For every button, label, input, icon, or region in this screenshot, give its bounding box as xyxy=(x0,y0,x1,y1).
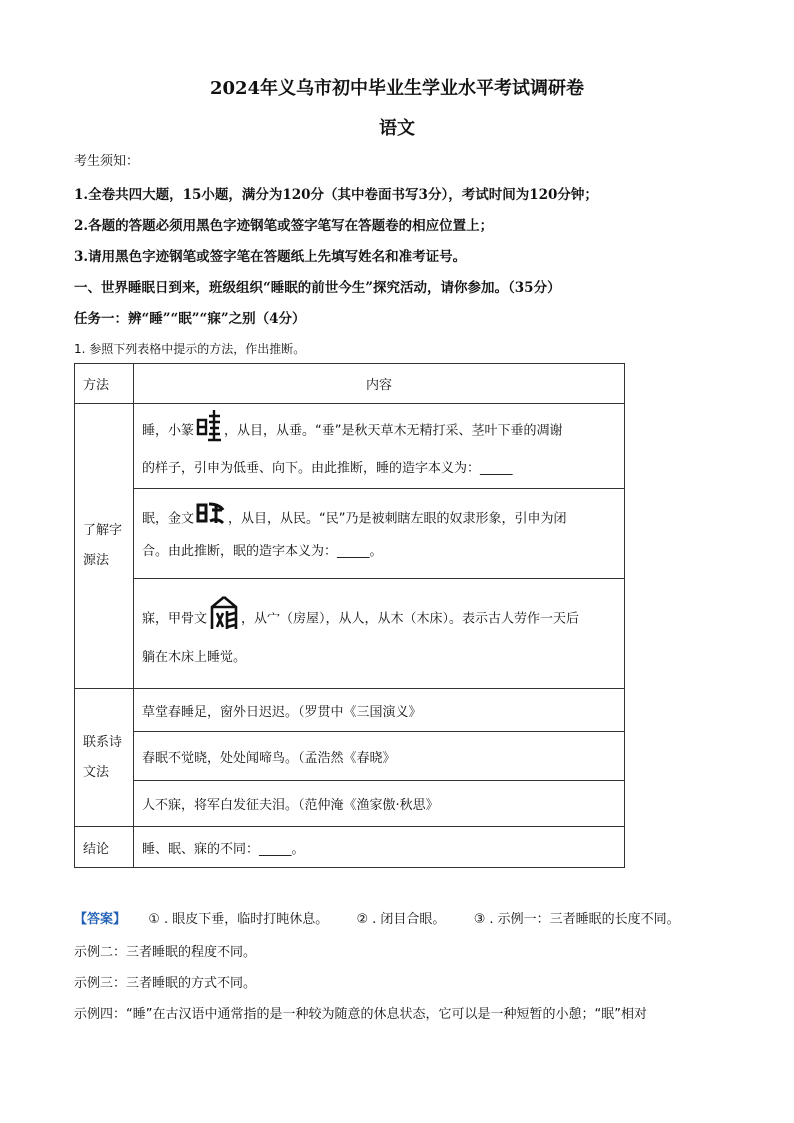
notice-item-3: 3.请用黑色字迹钢笔或签字笔在答题纸上先填写姓名和准考证号。 xyxy=(74,249,467,265)
poem-line: 人不寐，将军白发征夫泪。（范仲淹《渔家傲·秋思》 xyxy=(134,781,625,827)
task-heading: 任务一：辨“睡”“眠”“寐”之别（4分） xyxy=(74,311,306,327)
poem-line: 春眠不觉晓，处处闻啼鸟。（孟浩然《春晓》 xyxy=(134,732,625,781)
conclusion-cell: 睡、眠、寐的不同：_____。 xyxy=(134,827,625,868)
bronze-script-glyph-icon xyxy=(196,501,226,537)
answer-example-4: 示例四：“睡”在古汉语中通常指的是一种较为随意的休息状态，它可以是一种短暂的小憩；“眠”相对 xyxy=(74,1007,647,1022)
table-header-row xyxy=(75,364,625,404)
cell-shui: 睡，小篆 ，从目，从垂。“垂”是秋天草木无精打采、茎叶下垂的凋谢 的样子，引申为低垂、向下。由此推断，睡的造字本义为：_____ xyxy=(134,404,625,489)
section-heading: 一、世界睡眠日到来，班级组织“睡眠的前世今生”探究活动，请你参加。（35分） xyxy=(74,280,561,296)
answer-example-3: 示例三：三者睡眠的方式不同。 xyxy=(74,976,257,991)
table-row xyxy=(75,689,625,732)
subject-title: 语文 xyxy=(379,118,415,139)
cell-mei: 寐，甲骨文 ，从宀（房屋），从人，从木（木床）。表示古人劳作一天后 躺在木床上睡觉。 xyxy=(134,579,625,689)
group-label-conclusion: 结论 xyxy=(75,827,134,868)
table-row xyxy=(75,781,625,827)
seal-script-glyph-icon xyxy=(196,408,222,454)
header-content: 内容 xyxy=(134,364,625,404)
notice-heading: 考生须知： xyxy=(74,154,140,169)
table-row xyxy=(75,827,625,868)
table-row xyxy=(75,489,625,579)
notice-item-2: 2.各题的答题必须用黑色字迹钢笔或签字笔写在答题卷的相应位置上； xyxy=(74,218,494,234)
table-row xyxy=(75,404,625,489)
table-row xyxy=(75,732,625,781)
answer-number-1: ① xyxy=(148,912,160,927)
answer-example-2: 示例二：三者睡眠的程度不同。 xyxy=(74,945,257,960)
oracle-bone-glyph-icon xyxy=(209,595,239,643)
notice-item-1: 1.全卷共四大题，15小题，满分为120分（其中卷面书写3分），考试时间为120分钟； xyxy=(74,187,598,203)
table-row xyxy=(75,579,625,689)
question-text: 1. 参照下列表格中提示的方法，作出推断。 xyxy=(74,342,306,356)
poem-line: 草堂春睡足，窗外日迟迟。（罗贯中《三国演义》 xyxy=(134,689,625,732)
page-title: 2024年义乌市初中毕业生学业水平考试调研卷 xyxy=(209,78,585,99)
method-table xyxy=(74,363,625,868)
group-label-etymology: 了解字源法 xyxy=(75,404,134,689)
answer-number-2: ② xyxy=(356,912,369,927)
answer-tag: 【答案】 xyxy=(74,912,127,927)
header-method: 方法 xyxy=(75,364,134,404)
group-label-poetry: 联系诗文法 xyxy=(75,689,134,827)
answer-line-1: 【答案】 ① . 眼皮下垂，临时打盹休息。 ② . 闭目合眼。 ③ . 示例一：三者睡眠的长度不同。 xyxy=(74,912,680,927)
cell-mian: 眠，金文 ，从目，从民。“民”乃是被刺瞎左眼的奴隶形象，引申为闭 合。由此推断，眠的造字本义为：_____。 xyxy=(134,489,625,579)
answer-number-3: ③ xyxy=(473,912,486,927)
